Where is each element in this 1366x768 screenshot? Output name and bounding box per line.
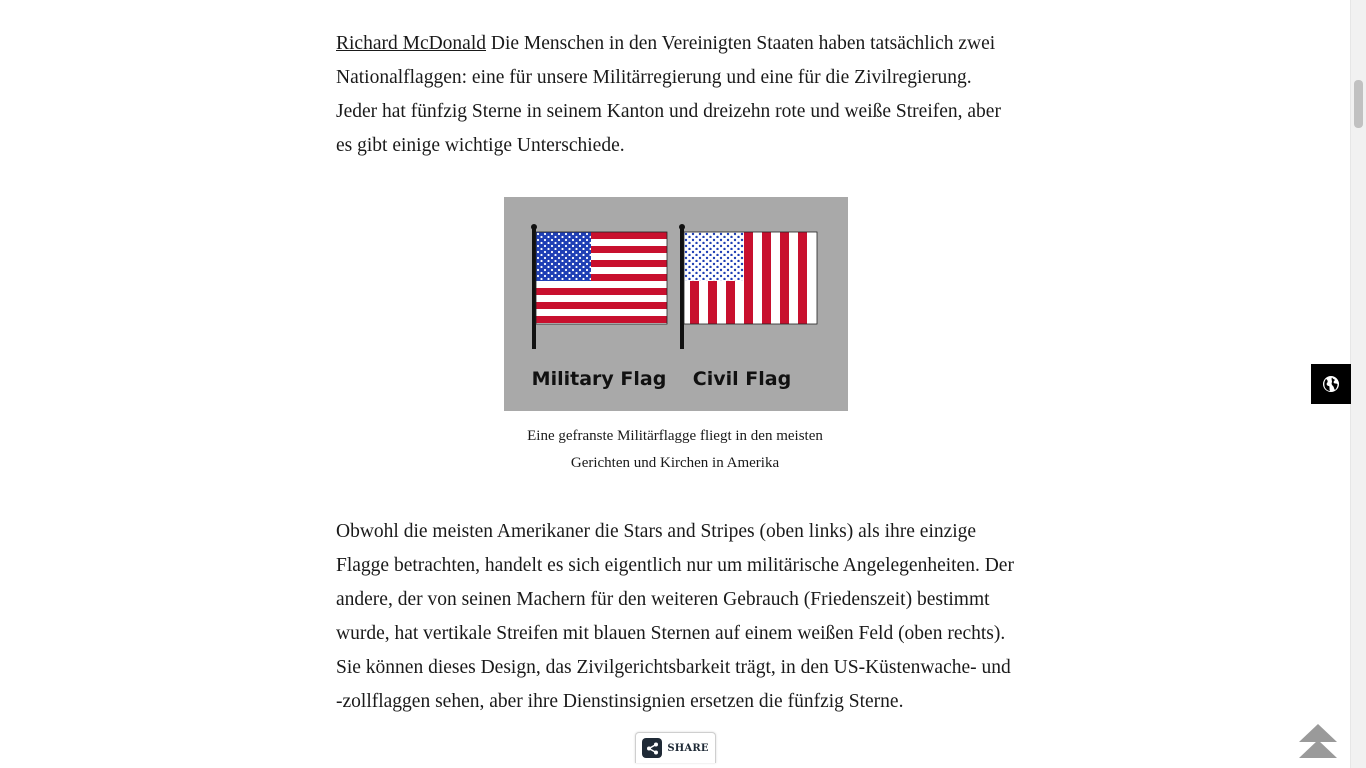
flag-figure: [336, 197, 1016, 477]
author-link[interactable]: Richard McDonald: [336, 33, 487, 54]
vertical-scrollbar[interactable]: [1350, 0, 1366, 768]
triangle-up-icon: [1297, 722, 1339, 760]
language-button[interactable]: [1311, 364, 1351, 404]
figure-caption: Eine gefranste Militärflagge fliegt in den meisten Gerichten und Kirchen in Amerika: [527, 428, 823, 471]
article-body: [336, 27, 1016, 719]
civil-flag-label: Civil Flag: [692, 368, 792, 390]
scrollbar-thumb[interactable]: [1354, 80, 1363, 128]
intro-paragraph: [336, 27, 1016, 163]
globe-icon: [1322, 375, 1340, 393]
military-flag-label: Military Flag: [531, 368, 667, 390]
share-button[interactable]: [635, 732, 716, 763]
flags-image: [504, 197, 848, 411]
body-paragraph: Obwohl die meisten Amerikaner die Stars and Stripes (oben links) als ihre einzige Flagge betrachten, handelt es sich eigentlich nur um militärische Angelegenheiten. Der andere, der von seinen Machern für den weiteren Gebrauch (Friedenszeit) bestimmt wurde, hat vertikale Streifen mit blauen Sternen auf einem weißen Feld (oben rechts). Sie können dieses Design, das Zivilgerichtsbarkeit trägt, in den US-Küstenwache- und -zollflaggen sehen, aber ihre Dienstinsignien ersetzen die fünfzig Sterne.: [336, 521, 1014, 712]
intro-paragraph-text: Die Menschen in den Vereinigten Staaten haben tatsächlich zwei Nationalflaggen: eine für unsere Militärregierung und eine für die Zivilregierung. Jeder hat fünfzig Sterne in seinem Kanton und dreizehn rote und weiße Streifen, aber es gibt einige wichtige Unterschiede.: [336, 33, 1001, 156]
back-to-top-button[interactable]: [1297, 722, 1339, 760]
share-label: SHARE: [667, 742, 709, 754]
share-icon: [642, 738, 662, 758]
